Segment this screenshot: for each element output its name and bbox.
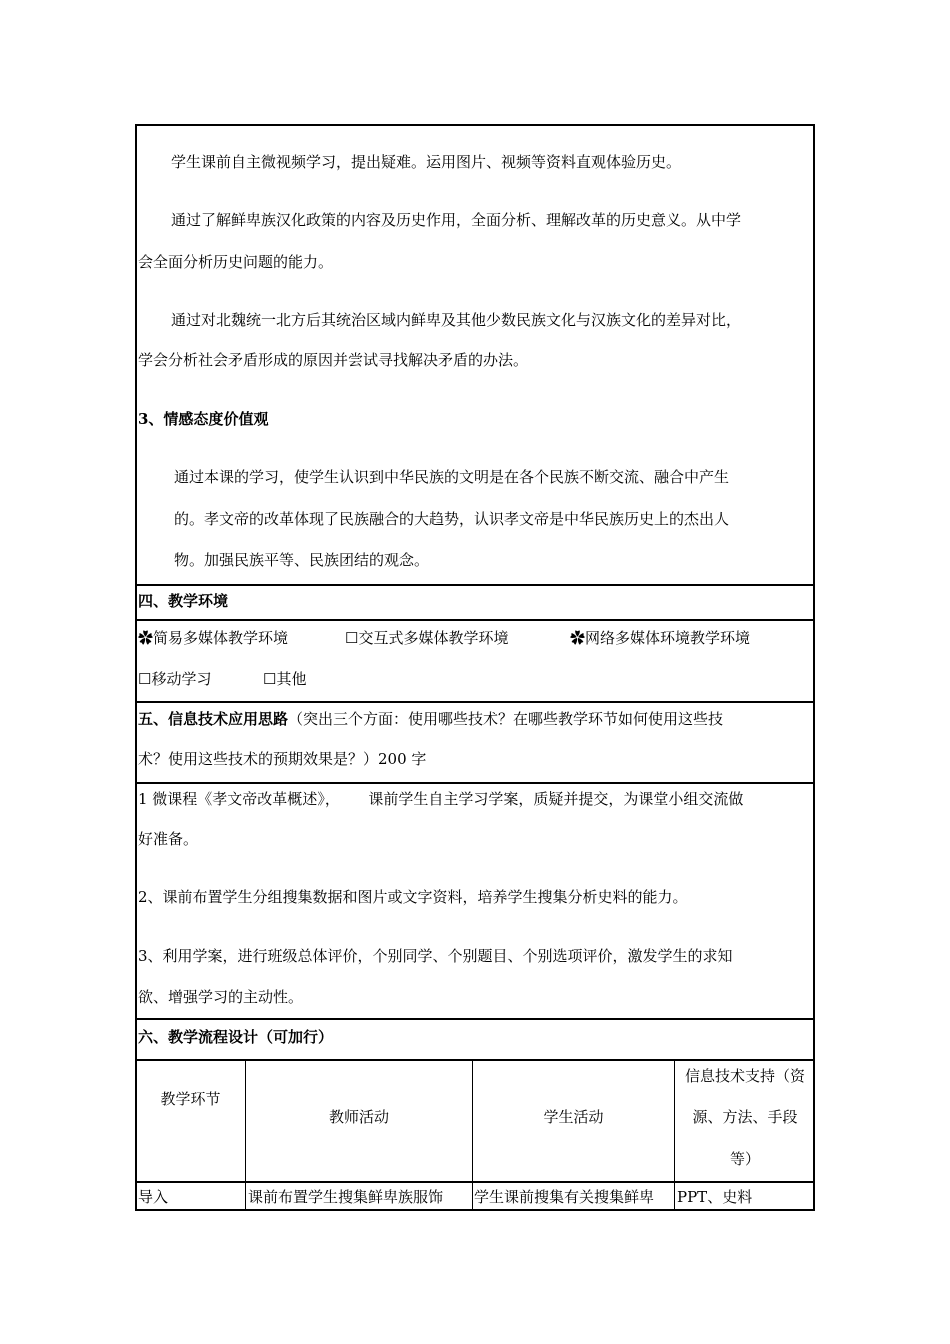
objective-paragraph-3-line-1: 通过对北魏统一北方后其统治区域内鲜卑及其他少数民族文化与汉族文化的差异对比， [171, 311, 742, 329]
row-divider-environment-options [135, 619, 815, 621]
row-divider-flow-design [135, 1018, 815, 1020]
section-3-line-3: 物。加强民族平等、民族团结的观念。 [174, 551, 430, 569]
section-3-line-1: 通过本课的学习，使学生认识到中华民族的文明是在各个民族不断交流、融合中产生 [174, 468, 730, 486]
environment-heading: 四、教学环境 [138, 592, 229, 610]
environment-option-network-multimedia[interactable]: ✿网络多媒体环境教学环境 [570, 629, 751, 647]
it-application-note-line-1: （突出三个方面：使用哪些技术？在哪些教学环节如何使用这些技 [288, 710, 724, 728]
row-divider-it-items [135, 782, 815, 784]
objective-paragraph-2-line-1: 通过了解鲜卑族汉化政策的内容及历史作用，全面分析、理解改革的历史意义。从中学 [171, 211, 742, 229]
it-item-3-line-1: 3、利用学案，进行班级总体评价，个别同学、个别题目、个别选项评价，激发学生的求知 [138, 947, 733, 965]
flow-row-1-stage: 导入 [138, 1188, 169, 1206]
it-application-heading-row [138, 709, 723, 729]
flow-row-1-student-activity: 学生课前搜集有关搜集鲜卑 [474, 1188, 655, 1206]
environment-option-other[interactable]: ☐其他 [263, 670, 307, 688]
it-item-1-line-1: 1 微课程《孝文帝改革概述》， 课前学生自主学习学案，质疑并提交，为课堂小组交流做 [138, 790, 744, 808]
flow-row-1-it-support: PPT、史料 [677, 1188, 753, 1206]
it-item-1-line-2: 好准备。 [138, 830, 199, 848]
row-divider-it-application [135, 701, 815, 703]
flow-col-header-it-support-line-1: 信息技术支持（资 [684, 1067, 805, 1085]
it-application-heading: 五、信息技术应用思路 [138, 710, 289, 728]
objective-paragraph-2-line-2: 会全面分析历史问题的能力。 [138, 253, 334, 271]
flow-col-header-it-support-line-3: 等） [729, 1150, 760, 1168]
document-table-frame [135, 124, 815, 1211]
section-3-line-2: 的。孝文帝的改革体现了民族融合的大趋势，认识孝文帝是中华民族历史上的杰出人 [174, 510, 730, 528]
it-item-2: 2、课前布置学生分组搜集数据和图片或文字资料，培养学生搜集分析史料的能力。 [138, 888, 688, 906]
environment-option-mobile-learning[interactable]: ☐移动学习 [138, 670, 212, 688]
flow-col-header-it-support-line-2: 源、方法、手段 [692, 1108, 798, 1126]
environment-option-interactive-multimedia[interactable]: ☐交互式多媒体教学环境 [345, 629, 509, 647]
flow-col-header-teacher-activity: 教师活动 [328, 1108, 389, 1126]
flow-col-header-stage: 教学环节 [160, 1090, 221, 1108]
flow-row-1-teacher-activity: 课前布置学生搜集鲜卑族服饰 [248, 1188, 444, 1206]
flow-design-heading: 六、教学流程设计（可加行） [138, 1028, 334, 1046]
row-divider-flow-table-header [135, 1059, 815, 1061]
row-divider-flow-table-row [135, 1181, 815, 1183]
column-divider-1 [245, 1060, 246, 1210]
environment-option-simple-multimedia[interactable]: ✿简易多媒体教学环境 [138, 629, 289, 647]
row-divider-environment [135, 584, 815, 586]
section-3-heading: 3、情感态度价值观 [138, 410, 269, 428]
objective-paragraph-1: 学生课前自主微视频学习，提出疑难。运用图片、视频等资料直观体验历史。 [171, 153, 682, 171]
objective-paragraph-3-line-2: 学会分析社会矛盾形成的原因并尝试寻找解决矛盾的办法。 [138, 351, 529, 369]
column-divider-2 [472, 1060, 473, 1210]
it-item-3-line-2: 欲、增强学习的主动性。 [138, 988, 304, 1006]
it-application-note-line-2: 术？使用这些技术的预期效果是？）200 字 [138, 750, 427, 768]
flow-col-header-student-activity: 学生活动 [543, 1108, 604, 1126]
